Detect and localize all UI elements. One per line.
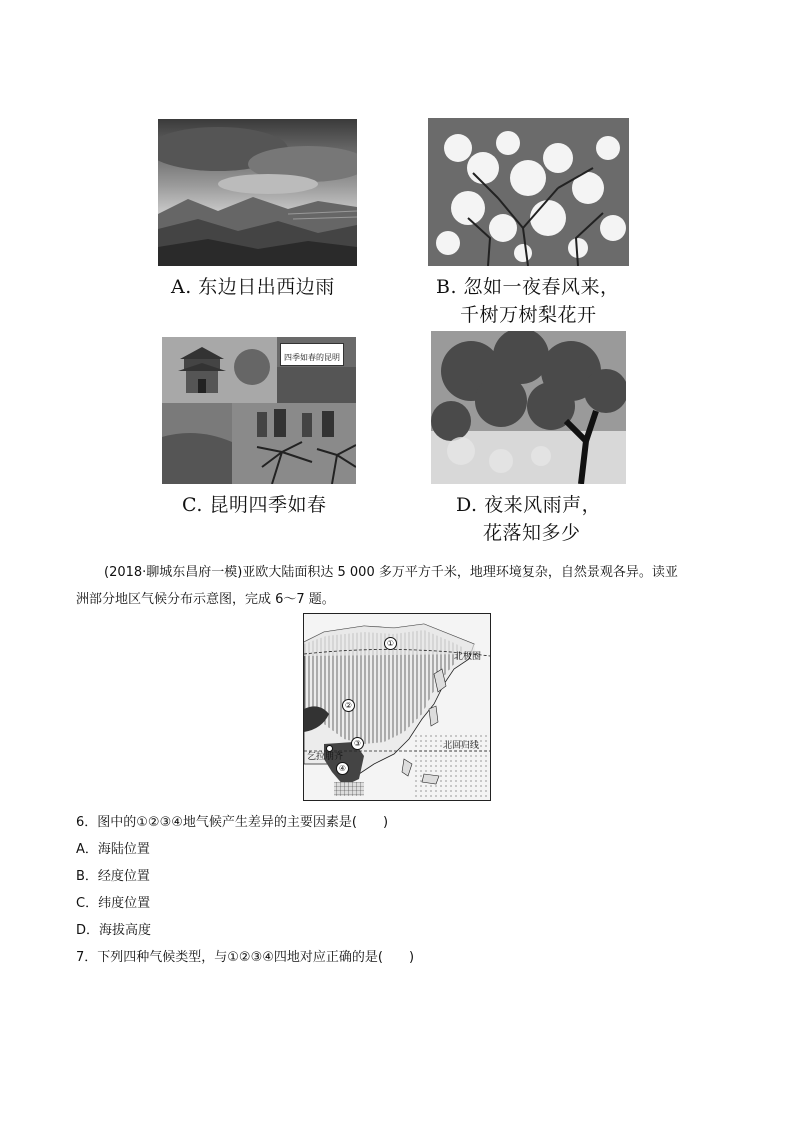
q6-option-a: A．海陆位置 [76, 842, 150, 857]
caption-d-line1: D. 夜来风雨声， [456, 494, 602, 516]
photo-b-snow-tree [428, 118, 629, 266]
q6-stem: 6．图中的①②③④地气候产生差异的主要因素是( ) [76, 815, 389, 830]
intro-line2: 洲部分地区气候分布示意图，完成 6～7 题。 [76, 592, 335, 607]
marker-3: ③ [351, 737, 364, 750]
asia-climate-map [303, 613, 491, 801]
intro-line1: (2018·聊城东昌府一模)亚欧大陆面积达 5 000 多万平方千米，地理环境复杂，自然景观各异。读亚 [104, 565, 678, 580]
q6-option-c: C．纬度位置 [76, 896, 151, 911]
q7-stem: 7．下列四种气候类型，与①②③④四地对应正确的是( ) [76, 950, 415, 965]
marker-2: ② [342, 699, 355, 712]
photo-a-mountains [158, 119, 357, 266]
photo-d-tree [431, 331, 626, 484]
marker-4: ④ [336, 762, 349, 775]
inset-label-box [280, 343, 344, 366]
caption-a: A. 东边日出西边雨 [171, 276, 335, 298]
city-dot [326, 745, 333, 752]
arctic-circle-label: 北极圈 [454, 652, 482, 662]
caption-b-line2: 千树万树梨花开 [460, 304, 597, 326]
city-label: 乞拉朋齐 [307, 752, 344, 762]
caption-c: C. 昆明四季如春 [182, 494, 327, 516]
inset-label: 四季如春的昆明 [284, 353, 340, 362]
caption-b-line1: B. 忽如一夜春风来， [436, 276, 620, 298]
photo-c-kunming-collage [162, 337, 356, 484]
q6-option-d: D．海拔高度 [76, 923, 152, 938]
q6-option-b: B．经度位置 [76, 869, 150, 884]
tropic-of-cancer-label: 北回归线 [443, 741, 480, 751]
caption-d-line2: 花落知多少 [483, 522, 581, 544]
marker-1: ① [384, 637, 397, 650]
